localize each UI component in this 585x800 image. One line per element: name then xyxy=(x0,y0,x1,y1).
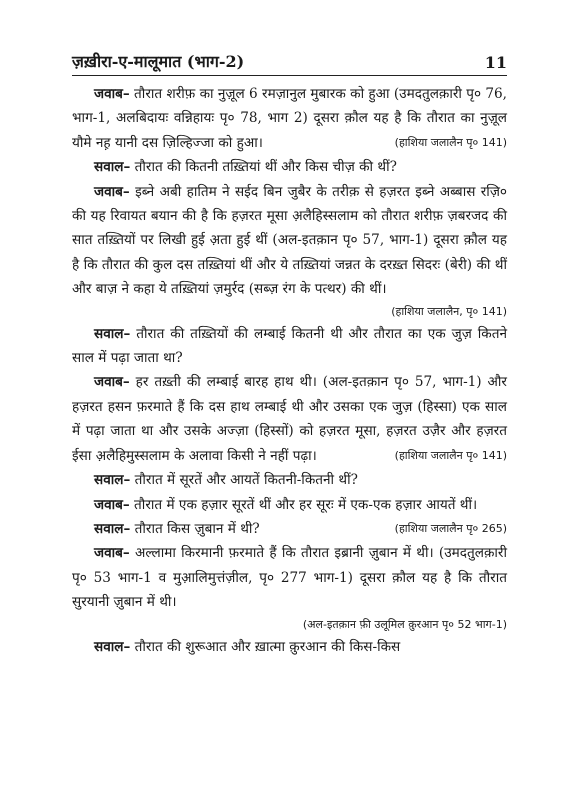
question-label: सवाल– xyxy=(94,472,131,489)
answer-text: तौरात में एक हज़ार सूरतें थीं और हर सूरः में एक-एक हज़ार आयतें थीं। xyxy=(129,496,478,513)
question-paragraph xyxy=(72,635,507,659)
question-label: सवाल– xyxy=(94,638,131,655)
question-text: तौरात की तख़्तियों की लम्बाई कितनी थी और तौरात का एक जुज़ कितने साल में पढ़ा जाता था? xyxy=(72,325,507,367)
answer-paragraph xyxy=(72,82,507,155)
answer-paragraph xyxy=(72,180,507,302)
answer-label: जवाब– xyxy=(94,496,130,513)
answer-text: इब्ने अबी हातिम ने सईद बिन जुबैर के तरीक़ से हज़रत इब्ने अब्बास रज़ि० की यह रिवायत बयान की है कि हज़रत मूसा अ़लैहिस्सलाम को तौरात शरीफ़ ज़बरजद की सात तख़्तियों पर लिखी हुई अ़ता हुई थीं (अल-इतक़ान पृ० 57, भाग-1) दूसरा क़ौल यह है कि तौरात की कुल दस तख़्तियां थीं और ये तख़्तियां जन्नत के दरख़्त सिदरः (बेरी) की थीं और बाज़ ने कहा ये तख़्तियां ज़मुर्रद (सब्ज़ रंग के पत्थर) की थीं। xyxy=(72,183,507,298)
answer-label: जवाब– xyxy=(94,545,130,562)
question-label: सवाल– xyxy=(94,325,131,342)
question-paragraph xyxy=(72,322,507,371)
page-header xyxy=(72,46,507,76)
answer-label: जवाब– xyxy=(94,374,130,391)
question-text: तौरात में सूरतें और आयतें कितनी-कितनी थीं? xyxy=(130,472,358,489)
citation: (हाशिया जलालैन पृ० 265) xyxy=(394,521,507,535)
answer-label: जवाब– xyxy=(94,183,130,200)
citation: (हाशिया जलालैन, पृ० 141) xyxy=(391,304,507,318)
citation: (हाशिया जलालैन पृ० 141) xyxy=(394,135,507,149)
answer-paragraph xyxy=(72,541,507,614)
answer-text: हर तख़्ती की लम्बाई बारह हाथ थी। (अल-इतक़ान पृ० 57, भाग-1) और हज़रत हसन फ़रमाते हैं कि दस हाथ लम्बाई थी और उसका एक जुज़ (हिस्सा) एक साल में पढ़ा जाता था और उसके अज्ज़ा (हिस्सों) को हज़रत मूसा, हज़रत उज़ैर और हज़रत ईसा अ़लैहिमुस्सलाम के अलावा किसी ने नहीं पढ़ा। xyxy=(72,374,507,464)
question-text: तौरात किस ज़ुबान में थी? xyxy=(130,520,260,537)
question-label: सवाल– xyxy=(94,520,131,537)
answer-text: तौरात शरीफ़ का नुज़ूल 6 रमज़ानुल मुबारक को हुआ (उमदतुलक़ारी पृ० 76, भाग-1, अलबिदायः वन्निहायः पृ० 78, भाग 2) दूसरा क़ौल यह है कि तौरात का नुज़ूल यौमे नह़ यानी दस ज़िल्हिज्जा को हुआ। xyxy=(72,86,508,151)
answer-text: अल्लामा किरमानी फ़रमाते हैं कि तौरात इब्रानी ज़ुबान में थी। (उमदतुलक़ारी पृ० 53 भाग-1 व मुआ़लिमुत्तंज़ील, पृ० 277 भाग-1) दूसरा क़ौल यह है कि तौरात सुरयानी ज़ुबान में थी। xyxy=(72,545,507,611)
citation: (अल-इतक़ान फ़ी उलूमिल क़ुरआन पृ० 52 भाग-1) xyxy=(302,617,507,631)
question-paragraph xyxy=(72,155,507,179)
question-label: सवाल– xyxy=(94,159,131,176)
page-number: 11 xyxy=(484,53,507,72)
answer-label: जवाब– xyxy=(94,86,130,102)
question-paragraph xyxy=(72,468,507,492)
page-content xyxy=(72,82,507,659)
question-text: तौरात की कितनी तख़्तियां थीं और किस चीज़ की थीं? xyxy=(130,159,397,176)
book-title: ज़ख़ीरा-ए-मालूमात (भाग-2) xyxy=(72,52,245,71)
citation: (हाशिया जलालैन पृ० 141) xyxy=(394,448,507,462)
question-text: तौरात की शुरूआत और ख़ात्मा क़ुरआन की किस-किस xyxy=(130,638,401,655)
answer-paragraph xyxy=(72,370,507,468)
